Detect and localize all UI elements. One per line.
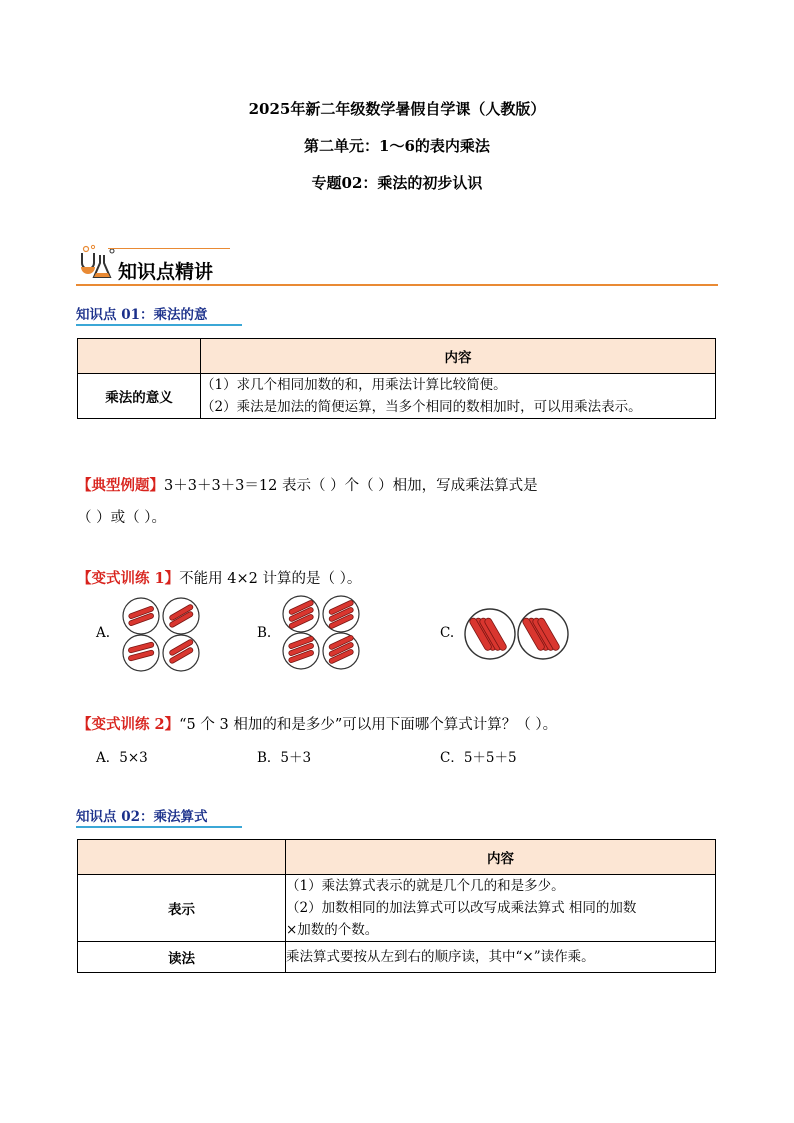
- kp2-row2-label: 读法: [78, 942, 286, 973]
- ex2-option-b: B．5＋3: [257, 750, 312, 766]
- example-tag: 【典型例题】: [77, 477, 164, 494]
- ex2-text: “5 个 3 相加的和是多少”可以用下面哪个算式计算？（ ）。: [179, 717, 558, 733]
- flask-icon: [76, 243, 116, 285]
- ex1-tag: 【变式训练 1】: [77, 570, 180, 587]
- section-rule: [76, 284, 718, 286]
- kp1-underline: [76, 324, 242, 326]
- kp2-row2-content: 乘法算式要按从左到右的顺序读，其中“×”读作乘。: [286, 942, 716, 973]
- example-line2: （ ）或（ ）。: [77, 510, 166, 526]
- kp1-row-label: 乘法的意义: [78, 374, 201, 419]
- kp2-row1-line1: （1）乘法算式表示的就是几个几的和是多少。: [286, 878, 565, 894]
- section-top-rule: [108, 248, 230, 249]
- kp2-row1-content: [286, 875, 716, 942]
- kp1-title: 知识点 01：乘法的意: [76, 307, 208, 323]
- ex1-option-a: A.: [96, 625, 111, 641]
- ex2-option-c: C．5＋5＋5: [440, 750, 517, 766]
- kp1-table: [77, 338, 716, 419]
- kp2-title: 知识点 02：乘法算式: [76, 809, 208, 825]
- doc-title: 2025年新二年级数学暑假自学课（人教版）: [248, 100, 546, 118]
- kp2-header-blank: [78, 840, 286, 875]
- ex2-option-a: A．5×3: [96, 750, 148, 766]
- kp1-header-content: 内容: [201, 339, 716, 374]
- ex1-text: 不能用 4×2 计算的是（ ）。: [179, 571, 362, 587]
- kp2-underline: [76, 826, 242, 828]
- option-b-image: [281, 595, 363, 671]
- kp1-header-blank: [78, 339, 201, 374]
- section-title: 知识点精讲: [118, 261, 214, 283]
- unit-title: 第二单元：1～6的表内乘法: [304, 137, 490, 155]
- ex1-option-b: B.: [257, 625, 272, 641]
- ex1-option-c: C.: [440, 625, 455, 641]
- example-line1: [77, 474, 538, 495]
- option-a-image: [121, 597, 203, 673]
- ex2-tag: 【变式训练 2】: [77, 716, 180, 733]
- kp2-row1-line3: ×加数的个数。: [286, 922, 379, 938]
- section-header: [76, 243, 718, 287]
- example-text1: 3＋3＋3＋3＝12 表示（ ）个（ ）相加，写成乘法算式是: [164, 478, 538, 494]
- kp2-table: [77, 839, 716, 973]
- kp2-title-wrap: [76, 805, 208, 825]
- kp1-title-wrap: [76, 303, 208, 323]
- kp2-header-content: 内容: [286, 840, 716, 875]
- ex1-line: [77, 567, 361, 588]
- kp1-line2: （2）乘法是加法的简便运算，当多个相同的数相加时，可以用乘法表示。: [201, 399, 642, 415]
- kp1-line1: （1）求几个相同加数的和，用乘法计算比较简便。: [201, 377, 507, 393]
- kp2-row1-line2: （2）加数相同的加法算式可以改写成乘法算式 相同的加数: [286, 900, 637, 916]
- ex2-line: [77, 713, 557, 734]
- kp2-row1-label: 表示: [78, 875, 286, 942]
- kp1-row-content: [201, 374, 716, 419]
- option-c-image: [464, 607, 570, 661]
- topic-title: 专题02：乘法的初步认识: [311, 174, 483, 192]
